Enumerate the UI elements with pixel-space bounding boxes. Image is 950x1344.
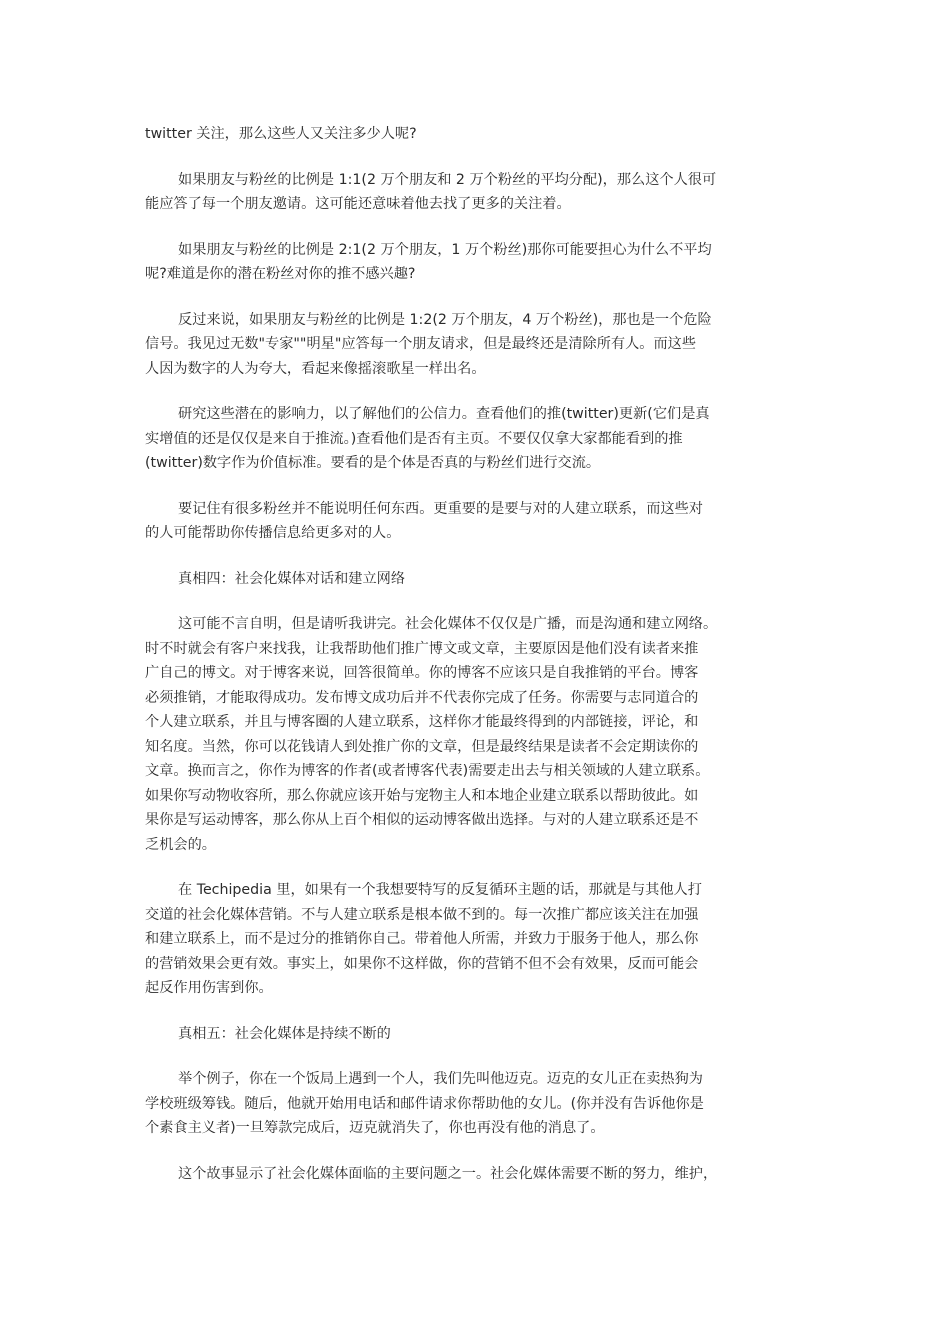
text-line: 真相四：社会化媒体对话和建立网络 xyxy=(178,570,406,587)
text-line: 乏机会的。 xyxy=(145,836,216,853)
text-line: 呢?难道是你的潜在粉丝对你的推不感兴趣? xyxy=(145,266,416,282)
text-line: 必须推销，才能取得成功。发布博文成功后并不代表你完成了任务。你需要与志同道合的 xyxy=(145,689,699,706)
paragraph xyxy=(145,1067,810,1141)
section-heading xyxy=(145,567,810,592)
text-line: 信号。我见过无数"专家""明星"应答每一个朋友请求，但是最终还是清除所有人。而这些 xyxy=(145,336,697,352)
text-line: 研究这些潜在的影响力，以了解他们的公信力。查看他们的推(twitter)更新(它们是真 xyxy=(178,406,710,422)
text-line: twitter 关注，那么这些人又关注多少人呢? xyxy=(145,126,417,142)
text-line: 学校班级筹钱。随后，他就开始用电话和邮件请求你帮助他的女儿。(你并没有告诉他你是 xyxy=(145,1095,704,1112)
text-line: 实增值的还是仅仅是来自于推流。)查看他们是否有主页。不要仅仅拿大家都能看到的推 xyxy=(145,430,683,447)
paragraph xyxy=(145,1162,810,1187)
text-line: 起反作用伤害到你。 xyxy=(145,980,273,996)
paragraph xyxy=(145,122,810,147)
text-line: 时不时就会有客户来找我，让我帮助他们推广博文或文章，主要原因是他们没有读者来推 xyxy=(145,640,699,657)
text-line: 真相五：社会化媒体是持续不断的 xyxy=(178,1025,391,1042)
text-line: 在 Techipedia 里，如果有一个我想要特写的反复循环主题的话，那就是与其他人打 xyxy=(178,882,702,898)
text-line: 的人可能帮助你传播信息给更多对的人。 xyxy=(145,525,401,541)
text-line: 知名度。当然，你可以花钱请人到处推广你的文章，但是最终结果是读者不会定期读你的 xyxy=(145,738,699,755)
text-line: 反过来说，如果朋友与粉丝的比例是 1:2(2 万个朋友，4 万个粉丝)，那也是一个危险 xyxy=(178,311,712,328)
paragraph xyxy=(145,402,810,476)
text-line: 如果朋友与粉丝的比例是 2:1(2 万个朋友，1 万个粉丝)那你可能要担心为什么不平均 xyxy=(178,241,712,258)
paragraph xyxy=(145,308,810,382)
text-line: 交道的社会化媒体营销。不与人建立联系是根本做不到的。每一次推广都应该关注在加强 xyxy=(145,906,699,923)
text-line: 个素食主义者)一旦筹款完成后，迈克就消失了，你也再没有他的消息了。 xyxy=(145,1120,605,1136)
text-line: 和建立联系上，而不是过分的推销你自己。带着他人所需，并致力于服务于他人，那么你 xyxy=(145,931,699,947)
text-line: 人因为数字的人为夸大，看起来像摇滚歌星一样出名。 xyxy=(145,360,486,377)
text-line: 能应答了每一个朋友邀请。这可能还意味着他去找了更多的关注着。 xyxy=(145,196,571,212)
paragraph xyxy=(145,168,810,217)
text-line: 如果朋友与粉丝的比例是 1:1(2 万个朋友和 2 万个粉丝的平均分配)，那么这个人很可 xyxy=(178,171,717,188)
text-line: (twitter)数字作为价值标准。要看的是个体是否真的与粉丝们进行交流。 xyxy=(145,455,601,471)
text-line: 要记住有很多粉丝并不能说明任何东西。更重要的是要与对的人建立联系，而这些对 xyxy=(178,500,703,517)
text-line: 文章。换而言之，你作为博客的作者(或者博客代表)需要走出去与相关领域的人建立联系。 xyxy=(145,763,710,779)
paragraph xyxy=(145,497,810,546)
section-heading xyxy=(145,1022,810,1047)
text-line: 这个故事显示了社会化媒体面临的主要问题之一。社会化媒体需要不断的努力，维护， xyxy=(178,1165,718,1182)
paragraph xyxy=(145,878,810,1001)
text-line: 这可能不言自明，但是请听我讲完。社会化媒体不仅仅是广播，而是沟通和建立网络。 xyxy=(178,616,718,632)
text-line: 举个例子，你在一个饭局上遇到一个人，我们先叫他迈克。迈克的女儿正在卖热狗为 xyxy=(178,1071,703,1087)
document-page xyxy=(145,122,810,1207)
text-line: 的营销效果会更有效。事实上，如果你不这样做，你的营销不但不会有效果，反而可能会 xyxy=(145,955,699,972)
paragraph xyxy=(145,612,810,857)
paragraph xyxy=(145,238,810,287)
text-line: 个人建立联系，并且与博客圈的人建立联系，这样你才能最终得到的内部链接，评论，和 xyxy=(145,714,699,730)
text-line: 广自己的博文。对于博客来说，回答很简单。你的博客不应该只是自我推销的平台。博客 xyxy=(145,665,699,681)
text-line: 果你是写运动博客，那么你从上百个相似的运动博客做出选择。与对的人建立联系还是不 xyxy=(145,812,699,828)
text-line: 如果你写动物收容所，那么你就应该开始与宠物主人和本地企业建立联系以帮助彼此。如 xyxy=(145,787,699,804)
